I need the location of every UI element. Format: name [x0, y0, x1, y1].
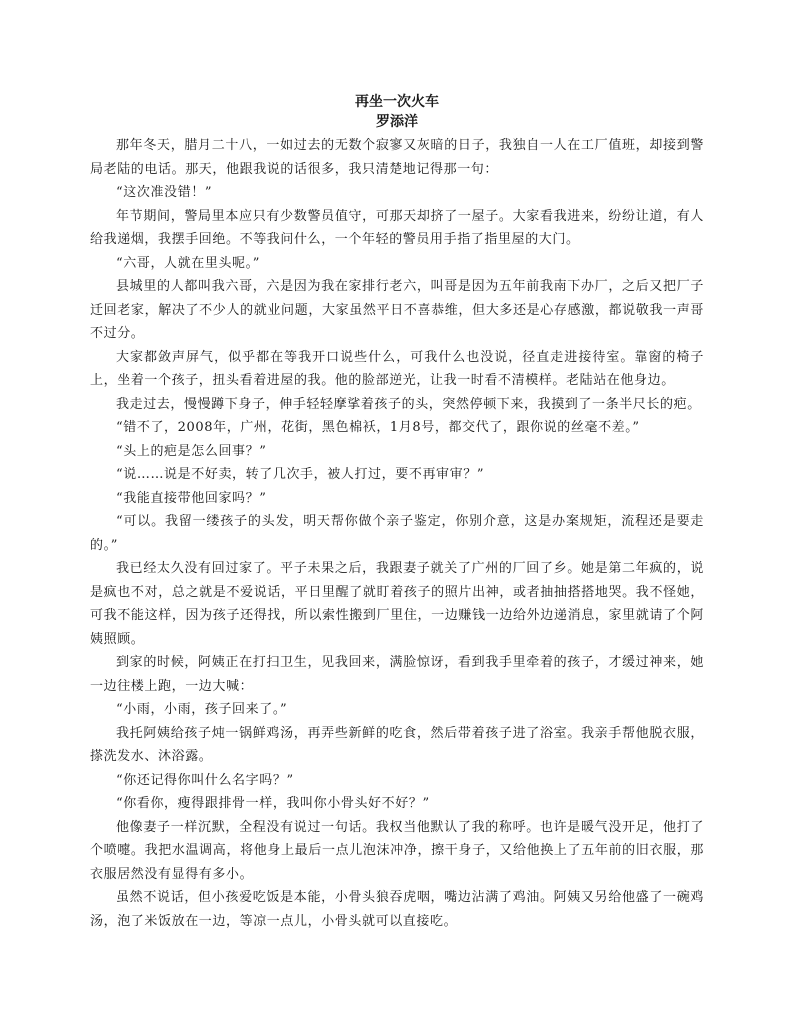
paragraph: 大家都敛声屏气，似乎都在等我开口说些什么，可我什么也没说，径直走进接待室。靠窗的椅子上，坐着一个孩子，扭头看着进屋的我。他的脸部逆光，让我一时看不清模样。老陆站在他身边。: [90, 349, 704, 388]
paragraph: “小雨，小雨，孩子回来了。”: [116, 702, 288, 717]
paragraph: 县城里的人都叫我六哥，六是因为我在家排行老六，叫哥是因为五年前我南下办厂，之后又把厂子迁回老家，解决了不少人的就业问题，大家虽然平日不喜恭维，但大多还是心存感激，都说敬我一声哥不过分。: [90, 279, 704, 341]
paragraph: “六哥，人就在里头呢。”: [116, 255, 260, 271]
paragraph: “说……说是不好卖，转了几次手，被人打过，要不再审审？”: [116, 467, 485, 482]
paragraph: 我已经太久没有回过家了。平子未果之后，我跟妻子就关了广州的厂回了乡。她是第二年疯的，说是疯也不对，总之就是不爱说话，平日里醒了就盯着孩子的照片出神，或者抽抽搭搭地哭。我不怪她，可我不能这样，因为孩子还得找，所以索性搬到厂里住，一边赚钱一边给外边递消息，家里就请了个阿姨照顾。: [90, 561, 704, 647]
paragraph: “你看你，瘦得跟排骨一样，我叫你小骨头好不好？”: [116, 796, 430, 811]
paragraph: “你还记得你叫什么名字吗？”: [116, 772, 294, 788]
paragraph: “我能直接带他回家吗？”: [116, 490, 267, 506]
paragraph: “可以。我留一缕孩子的头发，明天帮你做个亲子鉴定，你别介意，这是办案规矩，流程还是要走的。”: [90, 514, 704, 553]
article-author: 罗添洋: [376, 114, 418, 130]
paragraph: 那年冬天，腊月二十八，一如过去的无数个寂寥又灰暗的日子，我独自一人在工厂值班，却接到警局老陆的电话。那天，他跟我说的话很多，我只清楚地记得那一句：: [90, 138, 704, 177]
paragraph: 我走过去，慢慢蹲下身子，伸手轻轻摩挲着孩子的头，突然停顿下来，我摸到了一条半尺长的疤。: [116, 396, 701, 412]
paragraph: 虽然不说话，但小孩爱吃饭是本能，小骨头狼吞虎咽，嘴边沾满了鸡油。阿姨又另给他盛了一碗鸡汤，泡了米饭放在一边，等凉一点儿，小骨头就可以直接吃。: [90, 890, 704, 929]
paragraph: 他像妻子一样沉默，全程没有说过一句话。我权当他默认了我的称呼。也许是暖气没开足，他打了个喷嚏。我把水温调高，将他身上最后一点儿泡沫冲净，擦干身子，又给他换上了五年前的旧衣服，那衣服居然没有显得有多小。: [90, 819, 704, 882]
paragraph: 年节期间，警局里本应只有少数警员值守，可那天却挤了一屋子。大家看我进来，纷纷让道，有人给我递烟，我摆手回绝。不等我问什么，一个年轻的警员用手指了指里屋的大门。: [90, 208, 704, 247]
paragraph: “这次准没错！”: [116, 185, 213, 200]
article-title: 再坐一次火车: [355, 94, 439, 110]
article-body: [90, 134, 704, 933]
paragraph: “错不了，2008年，广州，花街，黑色棉袄，1月8号，都交代了，跟你说的丝毫不差。”: [116, 420, 640, 435]
paragraph: 到家的时候，阿姨正在打扫卫生，见我回来，满脸惊讶，看到我手里牵着的孩子，才缓过神来，她一边往楼上跑，一边大喊：: [90, 655, 704, 694]
paragraph: “头上的疤是怎么回事？”: [116, 443, 267, 459]
paragraph: 我托阿姨给孩子炖一锅鲜鸡汤，再弄些新鲜的吃食，然后带着孩子进了浴室。我亲手帮他脱衣服，搽洗发水、沐浴露。: [90, 725, 704, 764]
